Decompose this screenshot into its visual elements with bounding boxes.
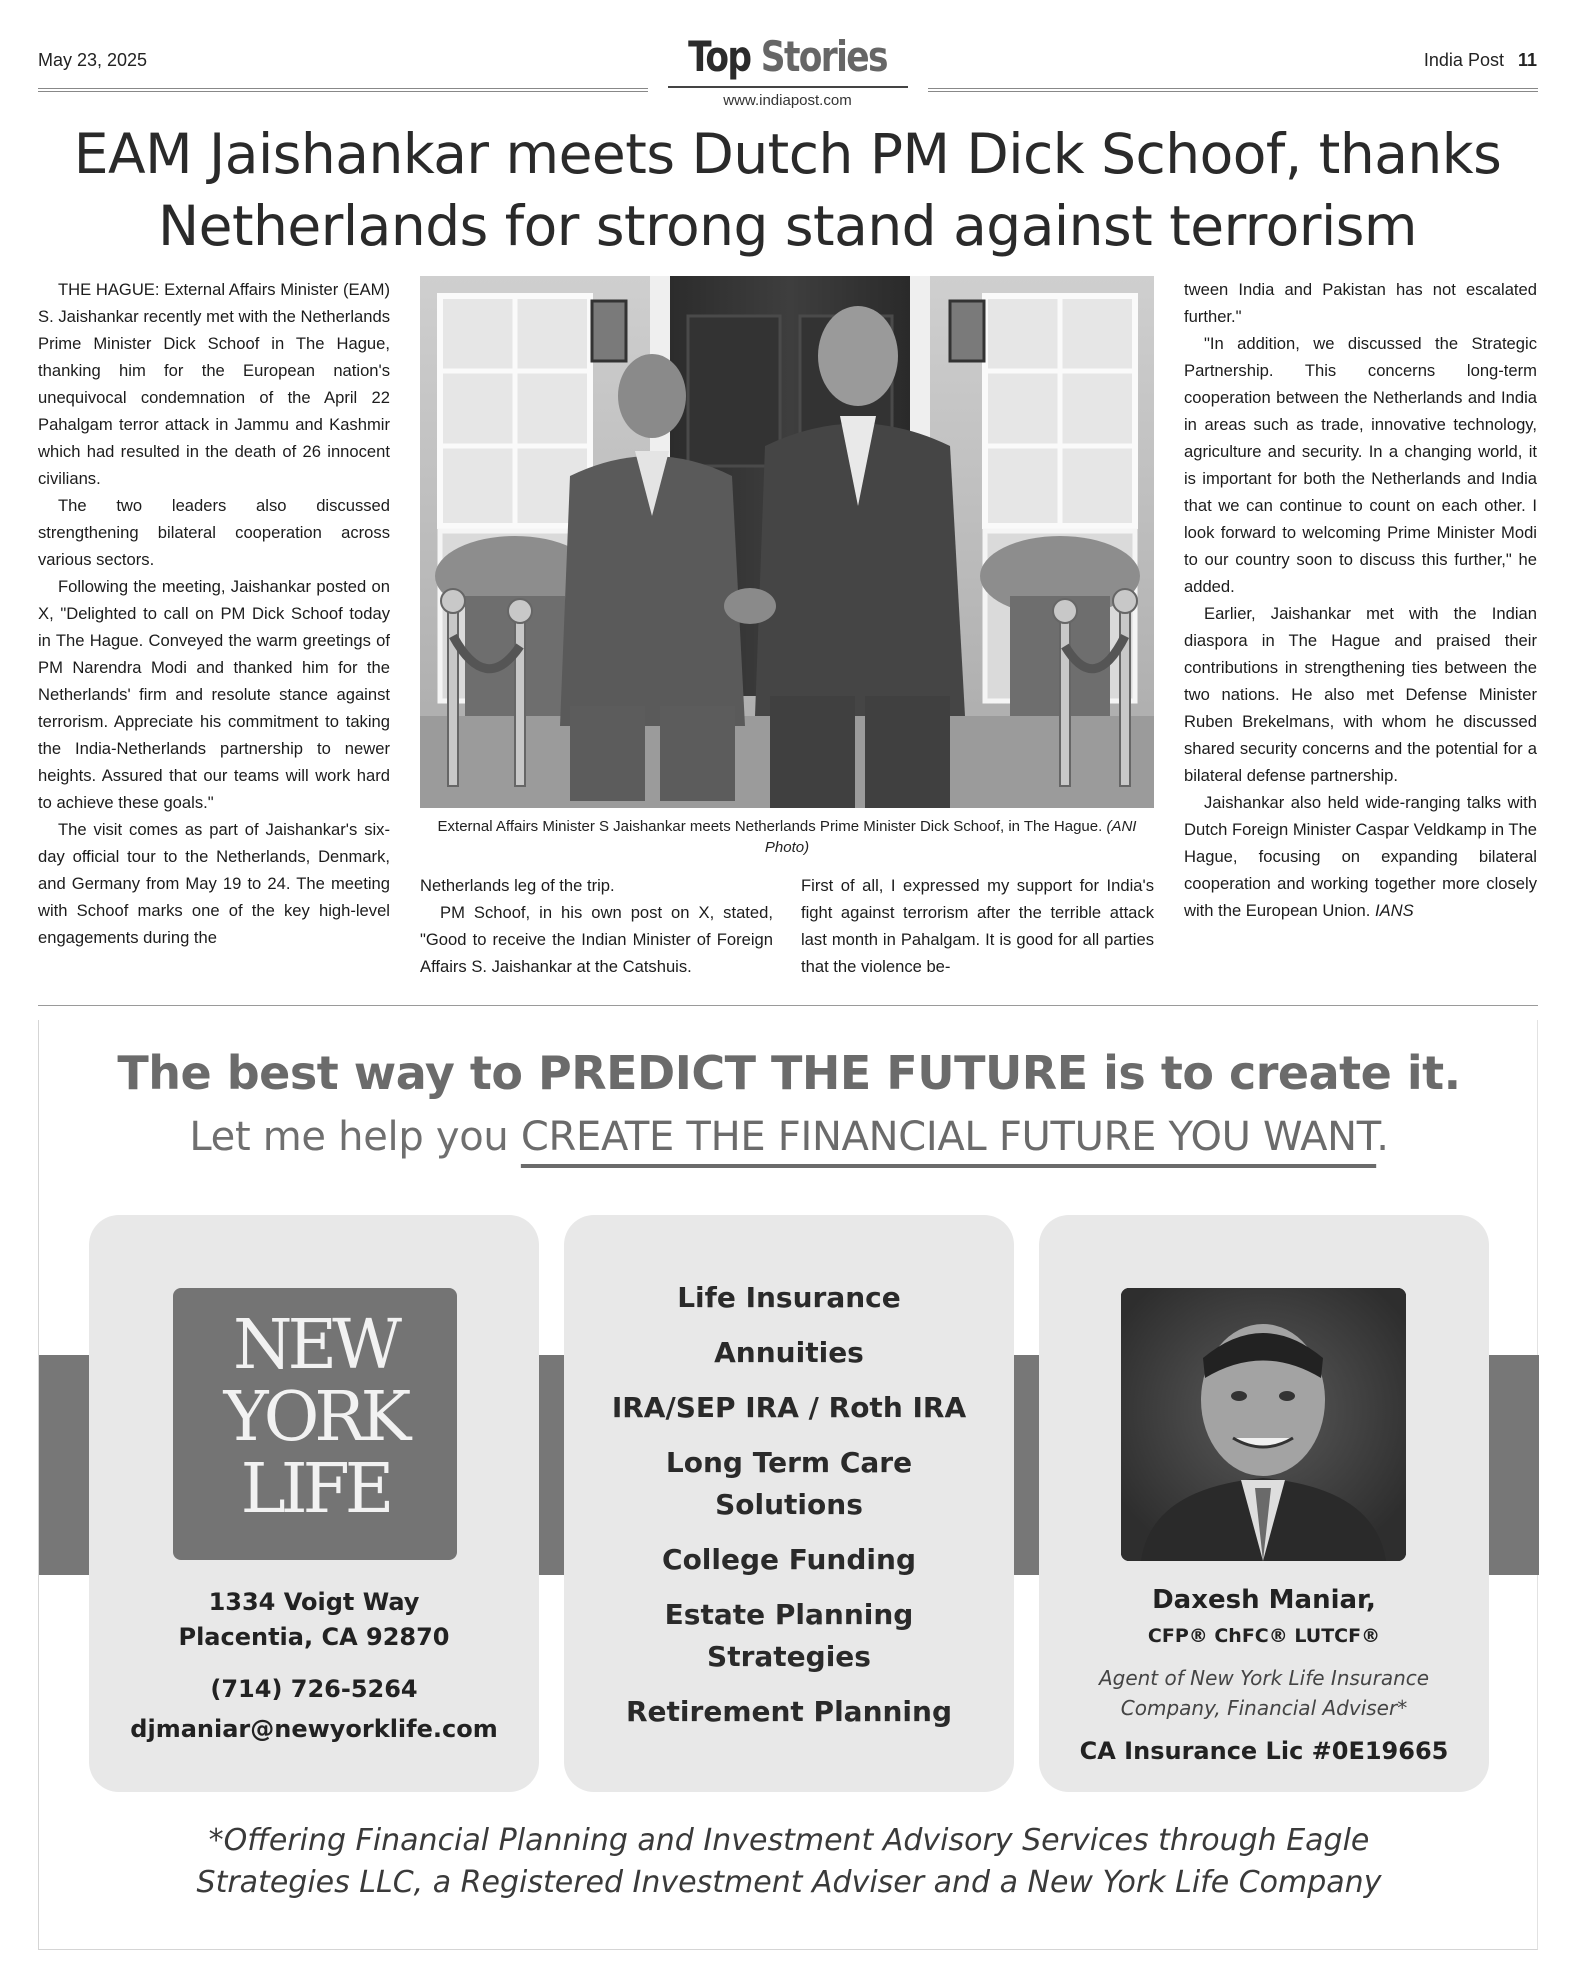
paragraph: Earlier, Jaishankar met with the Indian diaspora in The Hague and praised their contributions in strengthening ties between the two nations. He also met Defense Minister Ruben Brekelmans, with whom he discussed shared security concerns and the potential for a bilateral defense partnership. (1184, 604, 1537, 785)
service-item: Retirement Planning (625, 1695, 953, 1728)
section-title-word1: Top (688, 32, 751, 81)
photo-caption (420, 816, 1154, 858)
insurance-license: CA Insurance Lic #0E19665 (1079, 1737, 1449, 1765)
service-item: Life Insurance (677, 1281, 901, 1314)
agent-role-line-1: Agent of New York Life Insurance (1098, 1666, 1430, 1690)
advertisement (38, 1020, 1538, 1950)
article-column-4 (1184, 276, 1537, 924)
paragraph: PM Schoof, in his own post on X, stated, "Good to receive the Indian Minister of Foreign Affairs S. Jaishankar at the Catshuis. (420, 903, 773, 976)
service-item: Estate Planning Strategies (664, 1598, 914, 1673)
article-column-1 (38, 276, 390, 951)
service-item: College Funding (662, 1543, 916, 1576)
article-column-3 (801, 872, 1154, 980)
news-agency-signoff: IANS (1374, 901, 1414, 920)
paragraph (1184, 789, 1537, 924)
logo-line: LIFE (240, 1450, 390, 1529)
agent-role (1039, 1663, 1489, 1723)
masthead-rule-right (928, 88, 1538, 92)
caption-text: External Affairs Minister S Jaishankar meets Netherlands Prime Minister Dick Schoof, in The Hague. (437, 818, 1103, 835)
section-title (683, 32, 892, 81)
paragraph: First of all, I expressed my support for India's fight against terrorism after the terrible attack last month in Pahalgam. It is good for all parties that the violence be- (801, 876, 1154, 976)
article-divider (38, 1005, 1538, 1006)
headline-line-2: Netherlands for strong stand against terrorism (158, 194, 1417, 258)
agent-credentials: CFP® ChFC® LUTCF® (1147, 1625, 1381, 1647)
service-item: IRA/SEP IRA / Roth IRA (611, 1391, 967, 1424)
address-line-1: 1334 Voigt Way (208, 1588, 420, 1616)
section-title-word2: Stories (760, 32, 887, 81)
logo-line: NEW (232, 1306, 398, 1385)
paragraph-text: Jaishankar also held wide-ranging talks with Dutch Foreign Minister Caspar Veldkamp in The Hague, focusing on expanding bilateral cooperation and working together more closely with the European Union. (1184, 793, 1537, 920)
ad-subheadline (39, 1114, 1539, 1160)
agent-role-line-2: Company, Financial Adviser* (1120, 1696, 1408, 1720)
ad-subhead-prefix: Let me help you (189, 1114, 521, 1160)
section-title-underline (668, 86, 908, 88)
paragraph: THE HAGUE: External Affairs Minister (EAM) S. Jaishankar recently met with the Netherlands Prime Minister Dick Schoof in The Hague, thanking him for the European nation's unequivocal condemnation of the April 22 Pahalgam terror attack in Jammu and Kashmir which had resulted in the death of 26 innocent civilians. (38, 280, 390, 488)
publication-name: India Post (1423, 50, 1504, 70)
ad-headline: The best way to PREDICT THE FUTURE is to create it. (117, 1046, 1461, 1100)
service-item: Long Term Care Solutions (665, 1446, 913, 1521)
article-column-2 (420, 872, 773, 980)
contact-card (89, 1215, 539, 1792)
agent-name: Daxesh Maniar, (1152, 1585, 1376, 1615)
publication-info (1424, 50, 1537, 71)
ad-disclaimer (39, 1820, 1539, 1904)
ad-subhead-underlined: CREATE THE FINANCIAL FUTURE YOU WANT (520, 1114, 1377, 1160)
agent-portrait (1121, 1288, 1406, 1561)
service-item: Annuities (714, 1336, 864, 1369)
paragraph: The visit comes as part of Jaishankar's six-day official tour to the Netherlands, Denmark, and Germany from May 19 to 24. The meeting with Schoof marks one of the key high-level engagements during the (38, 820, 390, 947)
services-list (564, 1277, 1014, 1746)
issue-date: May 23, 2025 (38, 50, 148, 70)
phone-number[interactable]: (714) 726-5264 (210, 1675, 418, 1703)
office-address (89, 1585, 539, 1655)
paragraph: The two leaders also discussed strengthening bilateral cooperation across various sectors. (38, 496, 390, 569)
headline-line-1: EAM Jaishankar meets Dutch PM Dick Schoof, thanks (73, 122, 1502, 186)
page-number: 11 (1517, 50, 1537, 70)
paragraph: Netherlands leg of the trip. (420, 876, 615, 895)
agent-card (1039, 1215, 1489, 1792)
paragraph: Following the meeting, Jaishankar posted on X, "Delighted to call on PM Dick Schoof today in The Hague. Conveyed the warm greetings of PM Narendra Modi and thanked him for the Netherlands' firm and resolute stance against terrorism. Appreciate his commitment to taking the India-Netherlands partnership to newer heights. Assured that our teams will work hard to achieve these goals." (38, 577, 390, 812)
services-card (564, 1215, 1014, 1792)
website-url[interactable]: www.indiapost.com (723, 92, 852, 109)
address-line-2: Placentia, CA 92870 (178, 1623, 450, 1651)
ad-subhead-suffix: . (1376, 1114, 1389, 1160)
paragraph: "In addition, we discussed the Strategic Partnership. This concerns long-term cooperation between the Netherlands and India in areas such as trade, innovative technology, agriculture and security. In a changing world, it is important for both the Netherlands and India that we can continue to count on each other. I look forward to welcoming Prime Minister Modi to our country soon to discuss this further," he added. (1184, 334, 1537, 596)
disclaimer-line-2: Strategies LLC, a Registered Investment Adviser and a New York Life Company (196, 1865, 1382, 1900)
logo-line: YORK (223, 1378, 407, 1457)
email-address[interactable]: djmaniar@newyorklife.com (130, 1715, 498, 1743)
disclaimer-line-1: *Offering Financial Planning and Investment Advisory Services through Eagle (208, 1823, 1370, 1858)
paragraph: tween India and Pakistan has not escalated further." (1184, 280, 1537, 326)
article-headline (40, 118, 1535, 262)
article-photo (420, 276, 1154, 808)
masthead-rule-left (38, 88, 648, 92)
new-york-life-logo (173, 1288, 457, 1560)
caption-credit: (ANI Photo) (764, 818, 1137, 856)
